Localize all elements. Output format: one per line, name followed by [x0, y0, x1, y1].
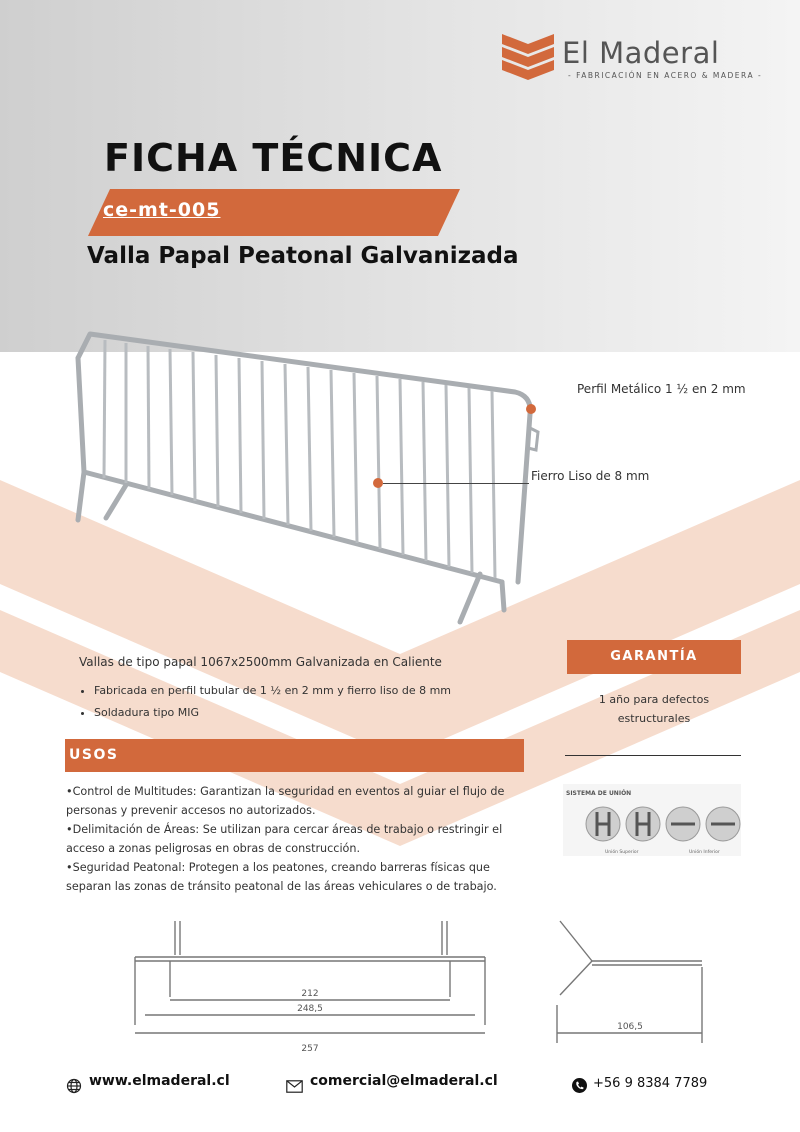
product-name: Valla Papal Peatonal Galvanizada	[87, 243, 519, 269]
brand-name: El Maderal	[562, 36, 720, 70]
union-diagram	[583, 800, 741, 856]
callout-profile: Perfil Metálico 1 ½ en 2 mm	[577, 382, 746, 396]
website-link[interactable]: www.elmaderal.cl	[89, 1073, 230, 1089]
callout-leader-rod	[383, 483, 529, 484]
callout-dot-rod	[373, 478, 383, 488]
usos-list	[66, 782, 526, 896]
globe-icon	[66, 1078, 82, 1094]
barrier-illustration	[60, 320, 560, 630]
page-title: FICHA TÉCNICA	[104, 136, 443, 180]
brand-tagline: - FABRICACIÓN EN ACERO & MADERA -	[568, 71, 763, 80]
feature-list	[78, 680, 451, 724]
dimension-label: 212	[301, 989, 319, 999]
list-item: • Fabricada en perfil tubular de 1 ½ en 2 mm y fierro liso de 8 mm	[94, 680, 451, 702]
phone-number[interactable]: +56 9 8384 7789	[593, 1076, 708, 1091]
callout-rod: Fierro Liso de 8 mm	[531, 469, 650, 483]
list-item: • Soldadura tipo MIG	[94, 702, 451, 724]
warranty-heading: GARANTÍA	[610, 649, 698, 664]
side-view-drawing	[552, 915, 712, 1060]
warranty-text: 1 año para defectos estructurales	[598, 693, 710, 725]
list-item: •Seguridad Peatonal: Protegen a los peatones, creando barreras físicas que separan las zonas de tránsito peatonal de las áreas vehiculares o de trabajo.	[66, 861, 497, 893]
divider	[565, 755, 741, 756]
mail-icon	[286, 1080, 303, 1093]
dimension-label: 257	[301, 1044, 319, 1054]
union-system-title: SISTEMA DE UNIÓN	[566, 790, 632, 797]
usos-heading: USOS	[69, 747, 119, 763]
dimension-label: 248,5	[297, 1004, 323, 1014]
union-caption-upper: Unión Superior	[605, 850, 639, 855]
dimension-label: 106,5	[617, 1022, 643, 1032]
list-item: •Control de Multitudes: Garantizan la seguridad en eventos al guiar el flujo de personas y prevenir accesos no autorizados.	[66, 785, 505, 817]
list-item: •Delimitación de Áreas: Se utilizan para cercar áreas de trabajo o restringir el acceso a zonas peligrosas en obras de construcción.	[66, 823, 503, 855]
description-lead: Vallas de tipo papal 1067x2500mm Galvanizada en Caliente	[79, 655, 442, 669]
union-caption-lower: Unión Inferior	[689, 850, 720, 855]
product-code: ce-mt-005	[103, 199, 221, 221]
callout-dot-profile	[526, 404, 536, 414]
email-link[interactable]: comercial@elmaderal.cl	[310, 1073, 498, 1089]
logo-chevron-icon	[500, 32, 560, 84]
usos-header-bar	[65, 739, 524, 772]
phone-icon	[572, 1078, 587, 1093]
front-view-drawing	[130, 915, 490, 1060]
